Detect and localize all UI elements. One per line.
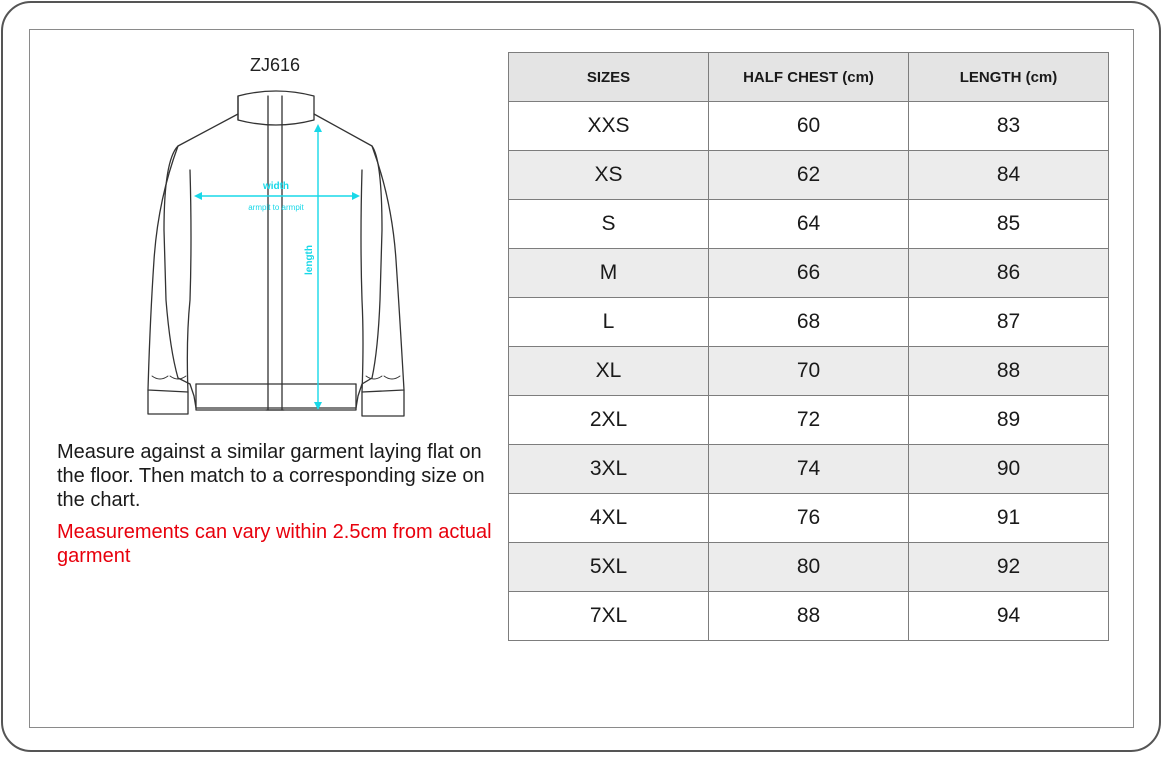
chest-cell: 74 <box>709 445 909 494</box>
width-sublabel: armpit to armpit <box>248 203 304 212</box>
chest-cell: 60 <box>709 102 909 151</box>
length-cell: 83 <box>909 102 1109 151</box>
size-cell: S <box>509 200 709 249</box>
table-row <box>509 396 1109 445</box>
size-cell: L <box>509 298 709 347</box>
chest-cell: 72 <box>709 396 909 445</box>
chest-cell: 88 <box>709 592 909 641</box>
zipper <box>268 96 282 410</box>
chest-cell: 64 <box>709 200 909 249</box>
length-cell: 94 <box>909 592 1109 641</box>
size-cell: M <box>509 249 709 298</box>
size-cell: 7XL <box>509 592 709 641</box>
length-cell: 88 <box>909 347 1109 396</box>
size-cell: XL <box>509 347 709 396</box>
table-row <box>509 543 1109 592</box>
size-cell: 2XL <box>509 396 709 445</box>
chest-cell: 76 <box>709 494 909 543</box>
size-cell: 4XL <box>509 494 709 543</box>
table-row <box>509 102 1109 151</box>
size-cell: XS <box>509 151 709 200</box>
length-cell: 89 <box>909 396 1109 445</box>
table-row <box>509 249 1109 298</box>
table-row <box>509 200 1109 249</box>
measurement-disclaimer: Measurements can vary within 2.5cm from actual garment <box>57 521 492 567</box>
jacket-body <box>164 114 382 408</box>
length-cell: 91 <box>909 494 1109 543</box>
table-row <box>509 445 1109 494</box>
table-row <box>509 298 1109 347</box>
table-row <box>509 151 1109 200</box>
table-row <box>509 347 1109 396</box>
length-label: length <box>304 245 315 275</box>
table-row <box>509 494 1109 543</box>
chest-cell: 66 <box>709 249 909 298</box>
length-cell: 86 <box>909 249 1109 298</box>
length-cell: 87 <box>909 298 1109 347</box>
size-cell: 3XL <box>509 445 709 494</box>
table-row <box>509 592 1109 641</box>
chest-cell: 70 <box>709 347 909 396</box>
header-length: LENGTH (cm) <box>909 53 1109 102</box>
measuring-instructions: Measure against a similar garment laying flat on the floor. Then match to a corresponding size on the chart. <box>57 441 485 511</box>
length-cell: 84 <box>909 151 1109 200</box>
width-label: width <box>262 181 290 192</box>
size-cell: 5XL <box>509 543 709 592</box>
left-sleeve <box>148 146 191 392</box>
table-header-row <box>509 53 1109 102</box>
length-measure <box>314 124 322 410</box>
width-measure <box>194 192 360 200</box>
header-half-chest: HALF CHEST (cm) <box>709 53 909 102</box>
chest-cell: 80 <box>709 543 909 592</box>
product-code: ZJ616 <box>250 55 301 75</box>
jacket-diagram <box>140 82 420 422</box>
header-sizes: SIZES <box>509 53 709 102</box>
size-cell: XXS <box>509 102 709 151</box>
length-cell: 92 <box>909 543 1109 592</box>
chest-cell: 62 <box>709 151 909 200</box>
length-cell: 90 <box>909 445 1109 494</box>
size-chart-table <box>508 52 1109 641</box>
chest-cell: 68 <box>709 298 909 347</box>
right-sleeve <box>361 146 404 392</box>
collar <box>238 91 314 125</box>
length-cell: 85 <box>909 200 1109 249</box>
